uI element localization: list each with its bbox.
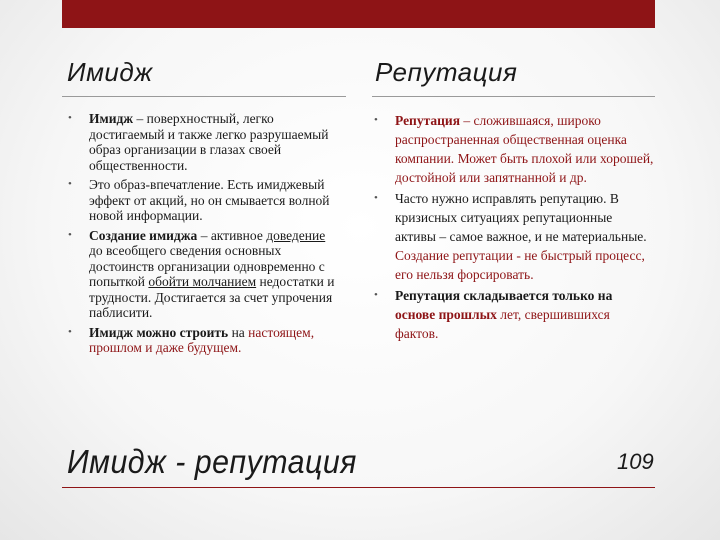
bullet-text: – поверхностный, легко достигаемый и также легко разрушаемый образ организации в глазах своей общественности. (89, 111, 329, 173)
list-item (374, 286, 654, 343)
list-item (374, 189, 654, 284)
term-image: Имидж (89, 111, 134, 126)
right-column-heading: Репутация (375, 57, 518, 87)
highlighted-text: лет, свершившихся фактов. (395, 307, 610, 341)
list-item (68, 228, 340, 321)
bullet-icon: • (374, 289, 378, 301)
highlighted-text: – сложившаяся, широко распространенная общественная оценка компании. (395, 113, 627, 166)
bullet-icon: • (68, 178, 72, 190)
list-item (68, 111, 340, 173)
bullet-text: до всеобщего сведения основных достоинств организации одновременно с попыткой (89, 243, 325, 289)
term-image-creation: Создание имиджа (89, 227, 198, 243)
left-heading-underline (62, 96, 346, 97)
bullet-text: недостатки и трудности. Достигается за счет упрочения паблисити. (89, 274, 335, 320)
highlighted-text: Создание репутации - не быстрый процесс, его нельзя форсировать. (395, 248, 645, 282)
slide-title: Имидж - репутация (67, 443, 357, 480)
page-number: 109 (617, 449, 654, 474)
list-item (68, 325, 340, 356)
bullet-icon: • (68, 325, 72, 338)
bullet-icon: • (68, 228, 72, 241)
bullet-icon: • (68, 112, 72, 124)
highlighted-text: настоящем, прошлом и даже будущем. (89, 324, 315, 355)
right-heading-underline (372, 96, 655, 97)
top-accent-bar (62, 0, 655, 28)
right-bullet-list (374, 111, 654, 345)
bullet-text: Это образ-впечатление. Есть имиджевый эффект от акций, но он смывается волной новой информации. (89, 177, 330, 223)
underlined-text: обойти молчанием (148, 274, 257, 289)
list-item (68, 177, 340, 224)
bullet-text: на (228, 324, 249, 340)
footer-underline (62, 487, 655, 488)
bullet-text: Часто нужно исправлять репутацию. В кризисных ситуациях репутационные активы – самое важное, и не материальные. (395, 191, 647, 244)
left-bullet-list (68, 111, 340, 360)
term-image-building: Имидж можно строить (89, 324, 229, 340)
highlighted-text: Может быть плохой или хорошей, достойной или запятнанной и др. (395, 151, 654, 185)
left-column-heading: Имидж (67, 57, 153, 87)
bullet-icon: • (374, 192, 378, 204)
list-item (374, 111, 654, 187)
term-reputation: Репутация (395, 113, 460, 128)
bullet-icon: • (374, 114, 378, 126)
highlighted-text: основе прошлых (395, 307, 497, 322)
bullet-text: – активное (197, 227, 267, 243)
term-reputation-formed: Репутация складывается только на (395, 288, 613, 303)
underlined-text: доведение (266, 227, 326, 243)
